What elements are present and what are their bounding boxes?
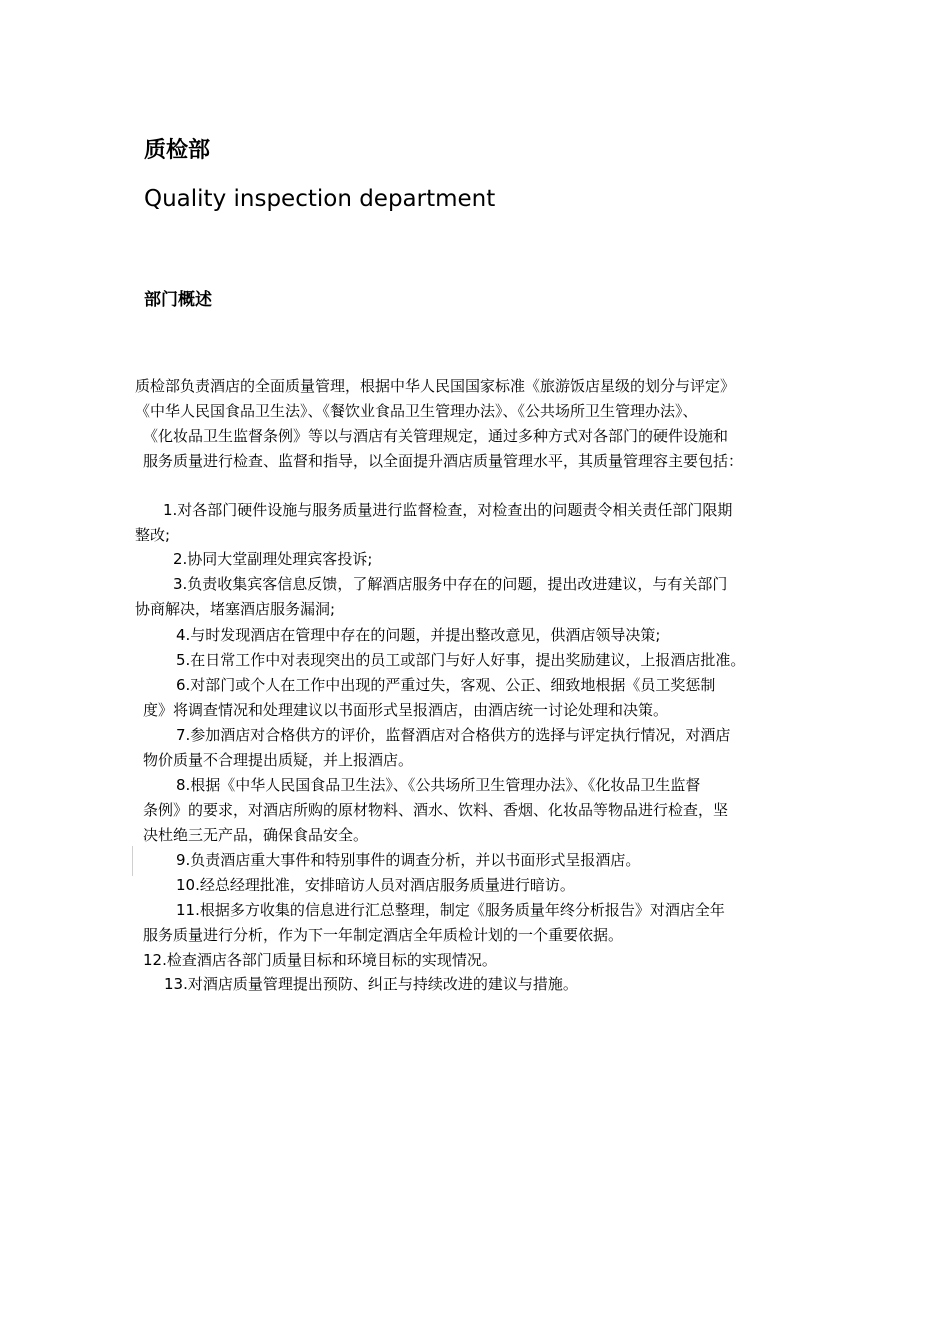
list-item-line: 7.参加酒店对合格供方的评价，监督酒店对合格供方的选择与评定执行情况，对酒店 <box>176 726 731 744</box>
list-item-line: 11.根据多方收集的信息进行汇总整理，制定《服务质量年终分析报告》对酒店全年 <box>176 901 725 919</box>
list-item-line: 13.对酒店质量管理提出预防、纠正与持续改进的建议与措施。 <box>164 975 578 993</box>
list-item-line: 条例》的要求，对酒店所购的原材物料、酒水、饮料、香烟、化妆品等物品进行检查，坚 <box>143 801 729 819</box>
list-item-line: 6.对部门或个人在工作中出现的严重过失，客观、公正、细致地根据《员工奖惩制 <box>176 676 716 694</box>
list-item-line: 协商解决，堵塞酒店服务漏洞; <box>135 600 336 618</box>
list-item-line: 整改; <box>135 526 171 544</box>
list-item-line: 服务质量进行分析，作为下一年制定酒店全年质检计划的一个重要依据。 <box>143 926 624 944</box>
list-item-line: 决杜绝三无产品，确保食品安全。 <box>143 826 369 844</box>
list-item-line: 9.负责酒店重大事件和特别事件的调查分析，并以书面形式呈报酒店。 <box>176 851 641 869</box>
list-item-line: 度》将调查情况和处理建议以书面形式呈报酒店，由酒店统一讨论处理和决策。 <box>143 701 669 719</box>
margin-mark <box>132 846 133 876</box>
section-heading-overview: 部门概述 <box>144 290 212 310</box>
intro-line: 《化妆品卫生监督条例》等以与酒店有关管理规定，通过多种方式对各部门的硬件设施和 <box>143 427 729 445</box>
intro-line: 质检部负责酒店的全面质量管理，根据中华人民国国家标准《旅游饭店星级的划分与评定》 <box>135 377 736 395</box>
list-item-line: 2.协同大堂副理处理宾客投诉; <box>173 550 373 568</box>
list-item-line: 12.检查酒店各部门质量目标和环境目标的实现情况。 <box>143 951 497 969</box>
intro-line: 《中华人民国食品卫生法》、《餐饮业食品卫生管理办法》、《公共场所卫生管理办法》、 <box>135 402 698 420</box>
list-item-line: 5.在日常工作中对表现突出的员工或部门与好人好事，提出奖励建议，上报酒店批准。 <box>176 651 746 669</box>
intro-line: 服务质量进行检查、监督和指导，以全面提升酒店质量管理水平，其质量管理容主要包括： <box>143 452 744 470</box>
list-item-line: 物价质量不合理提出质疑，并上报酒店。 <box>143 751 414 769</box>
list-item-line: 8.根据《中华人民国食品卫生法》、《公共场所卫生管理办法》、《化妆品卫生监督 <box>176 776 701 794</box>
department-title-english: Quality inspection department <box>144 186 496 212</box>
list-item-line: 1.对各部门硬件设施与服务质量进行监督检查，对检查出的问题责令相关责任部门限期 <box>163 501 733 519</box>
list-item-line: 10.经总经理批准，安排暗访人员对酒店服务质量进行暗访。 <box>176 876 575 894</box>
list-item-line: 4.与时发现酒店在管理中存在的问题，并提出整改意见，供酒店领导决策; <box>176 626 661 644</box>
list-item-line: 3.负责收集宾客信息反馈，了解酒店服务中存在的问题，提出改进建议，与有关部门 <box>173 575 728 593</box>
department-title-chinese: 质检部 <box>144 138 211 163</box>
